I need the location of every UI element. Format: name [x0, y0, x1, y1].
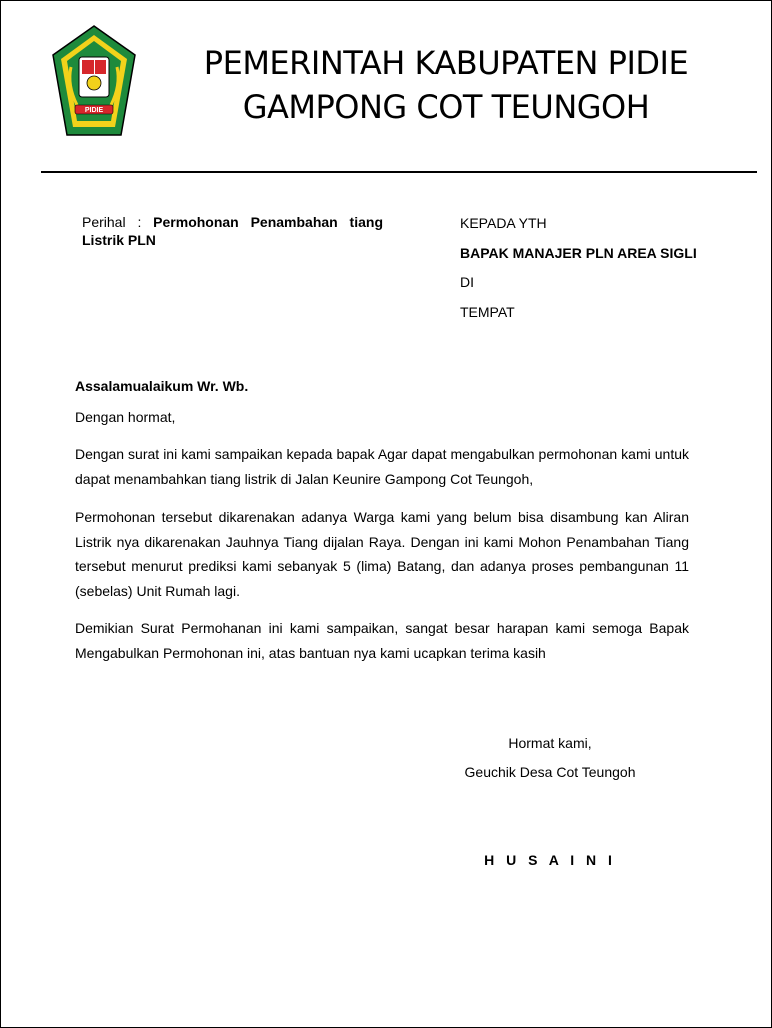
- body-paragraph-1: Dengan surat ini kami sampaikan kepada bapak Agar dapat mengabulkan permohonan kami untuk dapat menambahkan tiang listrik di Jalan Keunire Gampong Cot Teungoh,: [75, 446, 689, 487]
- perihal-separator: :: [137, 214, 142, 230]
- emblem-star: [87, 76, 101, 90]
- greeting: Assalamualaikum Wr. Wb.: [75, 378, 249, 394]
- perihal-block: [82, 213, 383, 249]
- signatory-name: H U S A I N I: [484, 852, 616, 868]
- recipient-line-2: BAPAK MANAJER PLN AREA SIGLI: [460, 245, 697, 261]
- perihal-label: Perihal: [82, 214, 126, 230]
- perihal-subject: Permohonan Penambahan tiang Listrik PLN: [82, 214, 383, 248]
- signatory-title: Geuchik Desa Cot Teungoh: [464, 764, 636, 780]
- pidie-regency-emblem-icon: [51, 23, 137, 141]
- recipient-line-4: TEMPAT: [460, 304, 515, 320]
- letterhead-line-2: GAMPONG COT TEUNGOH: [242, 88, 650, 126]
- letterhead-line-1: PEMERINTAH KABUPATEN PIDIE: [203, 44, 689, 82]
- closing-regards: Hormat kami,: [508, 735, 592, 751]
- emblem-shield-red: [82, 60, 94, 74]
- emblem-shield-red-right: [95, 60, 106, 74]
- letterhead-divider: [41, 171, 757, 173]
- salutation: Dengan hormat,: [75, 409, 176, 425]
- body-paragraph-2: Permohonan tersebut dikarenakan adanya Warga kami yang belum bisa disambung kan Aliran Listrik nya dikarenakan Jauhnya Tiang dijalan Raya. Dengan ini kami Mohon Penambahan Tiang tersebut menurut prediksi kami sebanyak 5 (lima) Batang, dan adanya proses pembangunan 11 (sebelas) Unit Rumah lagi.: [75, 509, 689, 599]
- body-paragraph-3: Demikian Surat Permohanan ini kami sampaikan, sangat besar harapan kami semoga Bapak Mengabulkan Permohonan ini, atas bantuan nya kami ucapkan terima kasih: [75, 620, 689, 661]
- recipient-line-1: KEPADA YTH: [460, 215, 547, 231]
- recipient-line-3: DI: [460, 274, 474, 290]
- emblem-ribbon-text: PIDIE: [84, 107, 104, 114]
